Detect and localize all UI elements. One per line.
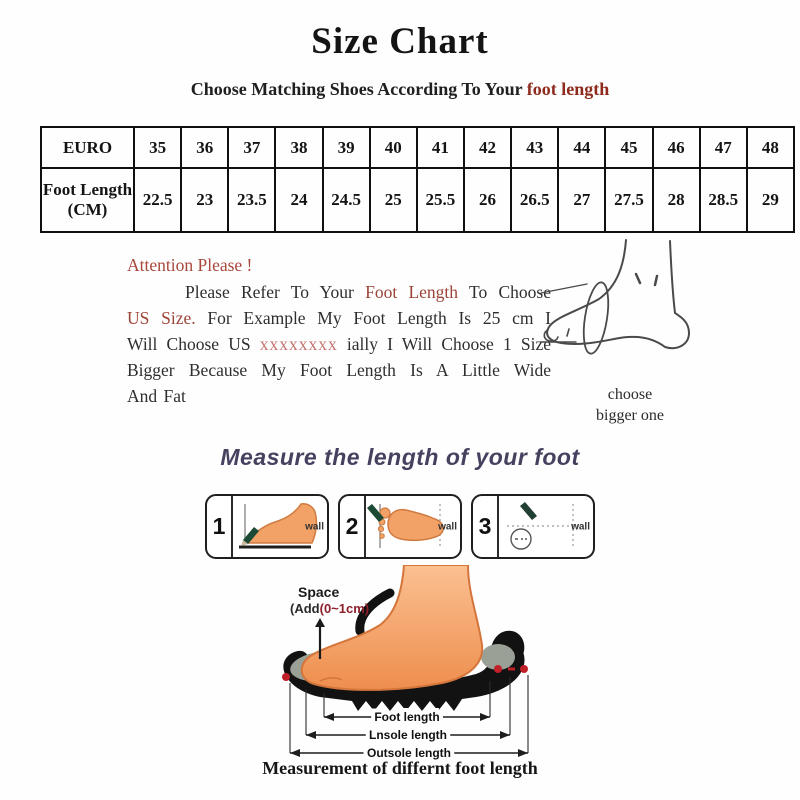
euro-size-cell: 43 — [511, 127, 558, 168]
euro-size-cell: 48 — [747, 127, 794, 168]
space-add-label: (Add — [290, 601, 320, 616]
subtitle-highlight: foot length — [526, 79, 610, 99]
table-row-foot-length — [41, 168, 794, 232]
euro-size-cell: 36 — [181, 127, 228, 168]
euro-size-cell: 45 — [605, 127, 652, 168]
foot-length-cell: 23 — [181, 168, 228, 232]
page-title: Size Chart — [311, 21, 489, 62]
measuring-steps — [205, 494, 595, 559]
euro-size-cell: 46 — [653, 127, 700, 168]
wall-label: wall — [438, 521, 457, 532]
foot-length-cell: 24.5 — [323, 168, 370, 232]
foot-length-label: Foot length — [374, 710, 440, 724]
row-header-foot-length: Foot Length (CM) — [41, 168, 134, 232]
foot-length-cell: 28 — [653, 168, 700, 232]
step-panel-2 — [338, 494, 462, 559]
attention-heading: Attention Please ! — [127, 255, 253, 275]
foot-length-cell: 26.5 — [511, 168, 558, 232]
step-number: 2 — [345, 513, 359, 539]
foot-length-cell: 24 — [275, 168, 322, 232]
bottom-caption: Measurement of differnt foot length — [262, 758, 538, 778]
pencil-icon — [520, 502, 537, 520]
euro-size-cell: 35 — [134, 127, 181, 168]
foot-length-diagram — [262, 565, 558, 761]
foot-length-cell: 23.5 — [228, 168, 275, 232]
attention-line: Bigger Because My Foot Length Is A Little Wide — [127, 360, 551, 380]
size-table — [40, 126, 795, 233]
step-number: 1 — [212, 513, 226, 539]
measure-section-heading: Measure the length of your foot — [220, 444, 580, 470]
foot-length-cell: 26 — [464, 168, 511, 232]
foot-length-cell: 27.5 — [605, 168, 652, 232]
row-header-euro: EURO — [41, 127, 134, 168]
foot-length-cell: 25 — [370, 168, 417, 232]
euro-size-cell: 41 — [417, 127, 464, 168]
euro-size-cell: 38 — [275, 127, 322, 168]
attention-line: Will Choose US xxxxxxxx ially I Will Choose 1 Size — [127, 334, 551, 354]
page-subtitle — [0, 79, 800, 100]
euro-size-cell: 47 — [700, 127, 747, 168]
highlight-us-size: US Size. — [127, 308, 196, 328]
step-number: 3 — [478, 513, 492, 539]
attention-line: US Size. For Example My Foot Length Is 25 cm I — [127, 308, 552, 328]
space-label: Space — [298, 584, 340, 600]
svg-text:(Add(0~1cm) — [290, 601, 369, 616]
euro-size-cell: 44 — [558, 127, 605, 168]
wall-label: wall — [305, 521, 324, 532]
choose-bigger-caption: choose bigger one — [596, 386, 664, 424]
redacted-text: xxxxxxxx — [259, 334, 338, 354]
toe-marker-dot — [282, 673, 290, 681]
table-row-euro — [41, 127, 794, 168]
attention-line: Please Refer To Your Foot Length To Choose — [185, 282, 551, 302]
foot-length-cell: 25.5 — [417, 168, 464, 232]
foot-length-cell: 22.5 — [134, 168, 181, 232]
attention-note — [127, 252, 551, 409]
euro-size-cell: 39 — [323, 127, 370, 168]
space-add-range: (0~1cm) — [319, 601, 370, 616]
highlight-foot-length: Foot Length — [365, 282, 459, 302]
foot-measuring-sketch — [540, 238, 720, 370]
subtitle-text: Choose Matching Shoes According To Your — [190, 79, 527, 99]
euro-size-cell: 42 — [464, 127, 511, 168]
wall-label: wall — [571, 521, 590, 532]
foot-length-cell: 27 — [558, 168, 605, 232]
foot-length-cell: 29 — [747, 168, 794, 232]
step-panel-1 — [205, 494, 329, 559]
step-panel-3 — [471, 494, 595, 559]
euro-size-cell: 37 — [228, 127, 275, 168]
euro-size-cell: 40 — [370, 127, 417, 168]
insole-length-label: Lnsole length — [369, 728, 447, 742]
attention-line: And Fat — [127, 386, 186, 406]
foot-length-cell: 28.5 — [700, 168, 747, 232]
outsole-length-label: Outsole length — [367, 746, 451, 760]
